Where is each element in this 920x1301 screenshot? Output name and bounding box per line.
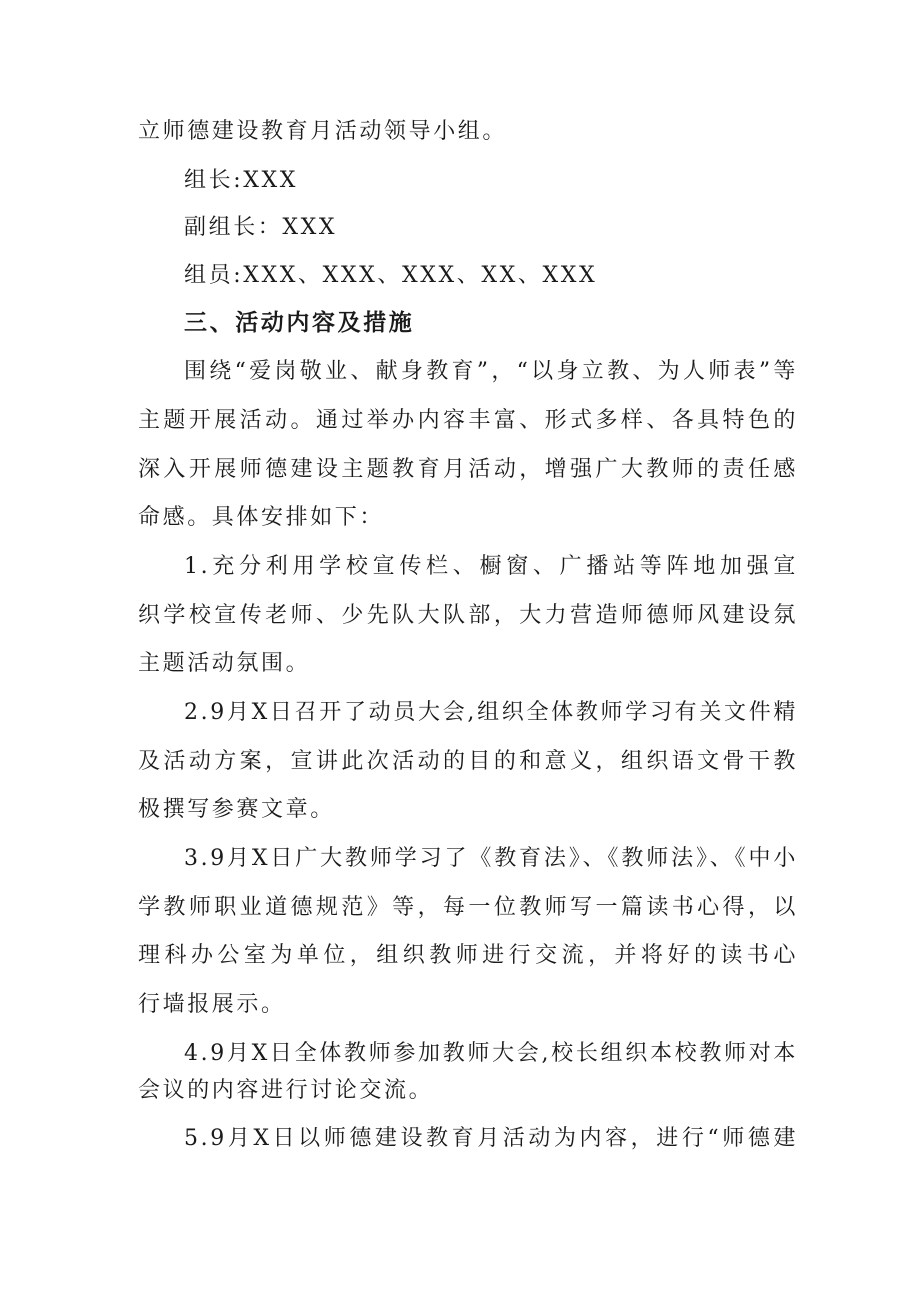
list-item-3-line: 行墙报展示。 — [138, 992, 286, 1017]
list-item-1-line: 织学校宣传老师、少先队大队部，大力营造师德师风建设氛 — [138, 603, 798, 628]
list-item-3-line: 理科办公室为单位，组织教师进行交流，并将好的读书心 — [138, 943, 798, 968]
group-leader-line: 组长:XXX — [184, 168, 298, 193]
paragraph-line: 围绕“爱岗敬业、献身教育”，“以身立教、为人师表”等 — [184, 359, 798, 384]
continued-paragraph-line: 立师德建设教育月活动领导小组。 — [138, 119, 508, 144]
list-item-1-line: 主题活动氛围。 — [138, 651, 311, 676]
list-item-3-line: 学教师职业道德规范》等，每一位教师写一篇读书心得，以 — [138, 895, 798, 920]
list-item-5-line: 5.9月X日以师德建设教育月活动为内容，进行“师德建 — [184, 1126, 798, 1151]
list-item-2-line: 2.9月X日召开了动员大会,组织全体教师学习有关文件精 — [184, 700, 798, 725]
list-item-4-line: 会议的内容进行讨论交流。 — [138, 1078, 434, 1103]
members-line: 组员:XXX、XXX、XXX、XX、XXX — [184, 263, 598, 288]
paragraph-line: 命感。具体安排如下： — [138, 505, 385, 530]
paragraph-line: 深入开展师德建设主题教育月活动，增强广大教师的责任感 — [138, 457, 798, 482]
list-item-2-line: 极撰写参赛文章。 — [138, 797, 335, 822]
paragraph-line: 主题开展活动。通过举办内容丰富、形式多样、各具特色的 — [138, 408, 798, 433]
list-item-4-line: 4.9月X日全体教师参加教师大会,校长组织本校教师对本 — [184, 1041, 798, 1066]
list-item-2-line: 及活动方案，宣讲此次活动的目的和意义，组织语文骨干教 — [138, 749, 798, 774]
section-heading: 三、活动内容及措施 — [184, 310, 415, 336]
list-item-1-line: 1.充分利用学校宣传栏、橱窗、广播站等阵地加强宣 — [184, 554, 798, 579]
deputy-leader-line: 副组长：XXX — [184, 215, 338, 240]
list-item-3-line: 3.9月X日广大教师学习了《教育法》、《教师法》、《中小 — [184, 846, 798, 871]
